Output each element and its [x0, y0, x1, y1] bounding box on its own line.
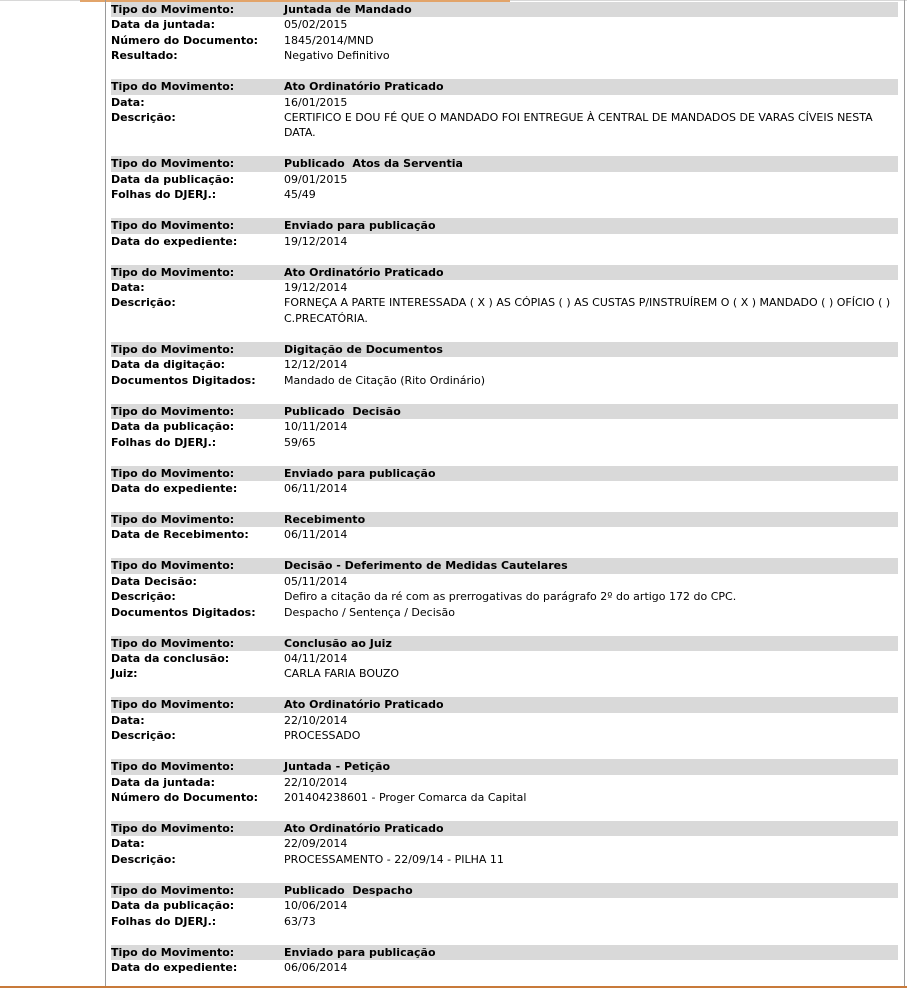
- movement-header-row: [111, 697, 898, 712]
- movement-type-label: Tipo do Movimento:: [111, 342, 235, 356]
- movement-header-row: [111, 265, 898, 280]
- movement-field-row: [111, 775, 898, 790]
- movement-type-label: Tipo do Movimento:: [111, 466, 235, 480]
- movement-type-label: Tipo do Movimento:: [111, 760, 235, 774]
- field-value: 09/01/2015: [284, 172, 348, 186]
- movement-field-row: [111, 110, 898, 141]
- field-value: 05/11/2014: [284, 574, 348, 588]
- movement-type-value: Juntada - Petição: [284, 760, 391, 774]
- left-border: [105, 0, 106, 986]
- field-label: Documentos Digitados:: [111, 605, 256, 619]
- field-value: 06/06/2014: [284, 961, 348, 974]
- movement-header-row: [111, 883, 898, 898]
- movement-type-label: Tipo do Movimento:: [111, 80, 235, 94]
- movement-field-row: [111, 713, 898, 728]
- movement-entry: [111, 759, 898, 805]
- movement-header-row: [111, 2, 898, 17]
- movement-type-label: Tipo do Movimento:: [111, 821, 235, 835]
- movement-type-value: Enviado para publicação: [284, 945, 436, 959]
- movement-field-row: [111, 419, 898, 434]
- field-value: 19/12/2014: [284, 281, 348, 295]
- movement-field-row: [111, 234, 898, 249]
- movement-entry: [111, 945, 898, 976]
- movement-type-value: Publicado Decisão: [284, 404, 401, 418]
- right-border: [904, 0, 905, 986]
- field-value: Negativo Definitivo: [284, 49, 390, 63]
- field-value: 19/12/2014: [284, 234, 348, 248]
- field-value: 22/09/2014: [284, 837, 348, 851]
- movement-header-row: [111, 404, 898, 419]
- movement-type-label: Tipo do Movimento:: [111, 559, 235, 573]
- movement-type-label: Tipo do Movimento:: [111, 219, 235, 233]
- field-label: Descrição:: [111, 590, 176, 604]
- field-label: Descrição:: [111, 111, 176, 125]
- field-value: 1845/2014/MND: [284, 33, 374, 47]
- movement-field-row: [111, 960, 898, 975]
- field-value: 10/11/2014: [284, 420, 348, 434]
- field-value: CARLA FARIA BOUZO: [284, 667, 400, 681]
- field-value: 45/49: [284, 188, 316, 202]
- field-label: Descrição:: [111, 296, 176, 310]
- movement-entry: [111, 558, 898, 620]
- field-label: Data da publicação:: [111, 172, 235, 186]
- movement-field-row: [111, 605, 898, 620]
- movement-header-row: [111, 342, 898, 357]
- field-value: CERTIFICO E DOU FÉ QUE O MANDADO FOI ENTREGUE À CENTRAL DE MANDADOS DE VARAS CÍVEIS NESTA DATA.: [284, 111, 877, 140]
- movement-type-label: Tipo do Movimento:: [111, 512, 235, 526]
- movement-type-value: Juntada de Mandado: [284, 3, 412, 16]
- field-value: 10/06/2014: [284, 899, 348, 913]
- field-label: Descrição:: [111, 852, 176, 866]
- movement-type-label: Tipo do Movimento:: [111, 883, 235, 897]
- movement-entry: [111, 883, 898, 929]
- field-label: Data:: [111, 95, 145, 109]
- movement-entry: [111, 697, 898, 743]
- field-value: Mandado de Citação (Rito Ordinário): [284, 373, 486, 387]
- movement-field-row: [111, 527, 898, 542]
- field-label: Folhas do DJERJ.:: [111, 188, 217, 202]
- movement-type-label: Tipo do Movimento:: [111, 157, 235, 171]
- movement-header-row: [111, 156, 898, 171]
- movement-type-value: Publicado Despacho: [284, 883, 413, 897]
- movement-type-label: Tipo do Movimento:: [111, 265, 235, 279]
- movement-type-value: Ato Ordinatório Praticado: [284, 698, 444, 712]
- movement-field-row: [111, 574, 898, 589]
- movement-entry: [111, 821, 898, 867]
- field-label: Data da publicação:: [111, 899, 235, 913]
- movement-field-row: [111, 187, 898, 202]
- movement-entry: [111, 466, 898, 497]
- movement-type-value: Publicado Atos da Serventia: [284, 157, 463, 171]
- movement-field-row: [111, 852, 898, 867]
- movement-field-row: [111, 280, 898, 295]
- movement-field-row: [111, 95, 898, 110]
- field-value: 05/02/2015: [284, 18, 348, 32]
- field-label: Número do Documento:: [111, 33, 259, 47]
- movement-header-row: [111, 558, 898, 573]
- movement-field-row: [111, 589, 898, 604]
- field-value: PROCESSAMENTO - 22/09/14 - PILHA 11: [284, 852, 504, 866]
- movement-field-row: [111, 373, 898, 388]
- movement-field-row: [111, 172, 898, 187]
- movement-header-row: [111, 945, 898, 960]
- field-value: 16/01/2015: [284, 95, 348, 109]
- movement-type-label: Tipo do Movimento:: [111, 636, 235, 650]
- movement-type-value: Enviado para publicação: [284, 466, 436, 480]
- field-label: Data da juntada:: [111, 18, 216, 32]
- field-value: 22/10/2014: [284, 713, 348, 727]
- field-label: Data de Recebimento:: [111, 528, 249, 542]
- movement-type-label: Tipo do Movimento:: [111, 945, 235, 959]
- movement-type-label: Tipo do Movimento:: [111, 3, 235, 16]
- field-label: Data da juntada:: [111, 775, 216, 789]
- field-value: PROCESSADO: [284, 729, 361, 743]
- field-label: Resultado:: [111, 49, 178, 63]
- movement-entry: [111, 404, 898, 450]
- movement-header-row: [111, 636, 898, 651]
- field-value: Defiro a citação da ré com as prerrogativas do parágrafo 2º do artigo 172 do CPC.: [284, 590, 737, 604]
- movement-type-value: Conclusão ao Juiz: [284, 636, 392, 650]
- movement-entry: [111, 512, 898, 543]
- field-value: 63/73: [284, 914, 316, 928]
- movement-field-row: [111, 295, 898, 326]
- field-label: Data da conclusão:: [111, 651, 230, 665]
- field-label: Data Decisão:: [111, 574, 197, 588]
- field-label: Data do expediente:: [111, 481, 238, 495]
- movement-entry: [111, 79, 898, 141]
- movement-entry: [111, 218, 898, 249]
- movement-field-row: [111, 33, 898, 48]
- movement-type-value: Enviado para publicação: [284, 219, 436, 233]
- field-value: 06/11/2014: [284, 481, 348, 495]
- field-value: 04/11/2014: [284, 651, 348, 665]
- field-value: 12/12/2014: [284, 358, 348, 372]
- field-value: Despacho / Sentença / Decisão: [284, 605, 455, 619]
- field-label: Folhas do DJERJ.:: [111, 435, 217, 449]
- field-value: 59/65: [284, 435, 316, 449]
- field-label: Folhas do DJERJ.:: [111, 914, 217, 928]
- movement-field-row: [111, 790, 898, 805]
- movement-field-row: [111, 17, 898, 32]
- movement-field-row: [111, 914, 898, 929]
- movement-type-value: Ato Ordinatório Praticado: [284, 821, 444, 835]
- movement-header-row: [111, 821, 898, 836]
- movement-type-value: Ato Ordinatório Praticado: [284, 80, 444, 94]
- movement-header-row: [111, 466, 898, 481]
- movement-type-value: Digitação de Documentos: [284, 342, 443, 356]
- movements-list: [111, 2, 898, 988]
- field-value: FORNEÇA A PARTE INTERESSADA ( X ) AS CÓPIAS ( ) AS CUSTAS P/INSTRUÍREM O ( X ) MANDADO ( ) OFÍCIO ( ) C.PRECATÓRIA.: [284, 296, 894, 325]
- movement-header-row: [111, 512, 898, 527]
- field-label: Data:: [111, 713, 145, 727]
- movement-type-label: Tipo do Movimento:: [111, 698, 235, 712]
- movement-field-row: [111, 651, 898, 666]
- field-label: Data do expediente:: [111, 961, 238, 974]
- movement-field-row: [111, 666, 898, 681]
- field-label: Data da publicação:: [111, 420, 235, 434]
- movement-entry: [111, 265, 898, 327]
- movement-entry: [111, 156, 898, 202]
- movement-header-row: [111, 218, 898, 233]
- movement-header-row: [111, 79, 898, 94]
- movement-field-row: [111, 481, 898, 496]
- movement-field-row: [111, 898, 898, 913]
- movement-type-value: Decisão - Deferimento de Medidas Cautelares: [284, 559, 568, 573]
- field-value: 22/10/2014: [284, 775, 348, 789]
- field-label: Data:: [111, 281, 145, 295]
- field-value: 201404238601 - Proger Comarca da Capital: [284, 790, 527, 804]
- movement-entry: [111, 342, 898, 388]
- field-label: Data do expediente:: [111, 234, 238, 248]
- field-label: Documentos Digitados:: [111, 373, 256, 387]
- movement-entry: [111, 2, 898, 64]
- field-label: Número do Documento:: [111, 790, 259, 804]
- movement-field-row: [111, 728, 898, 743]
- movement-field-row: [111, 435, 898, 450]
- field-label: Data da digitação:: [111, 358, 226, 372]
- movement-type-value: Ato Ordinatório Praticado: [284, 265, 444, 279]
- movement-entry: [111, 636, 898, 682]
- field-label: Juiz:: [111, 667, 138, 681]
- movement-field-row: [111, 836, 898, 851]
- movement-field-row: [111, 357, 898, 372]
- movement-field-row: [111, 48, 898, 63]
- field-label: Descrição:: [111, 729, 176, 743]
- movement-type-label: Tipo do Movimento:: [111, 404, 235, 418]
- movement-header-row: [111, 759, 898, 774]
- field-value: 06/11/2014: [284, 528, 348, 542]
- field-label: Data:: [111, 837, 145, 851]
- movement-type-value: Recebimento: [284, 512, 366, 526]
